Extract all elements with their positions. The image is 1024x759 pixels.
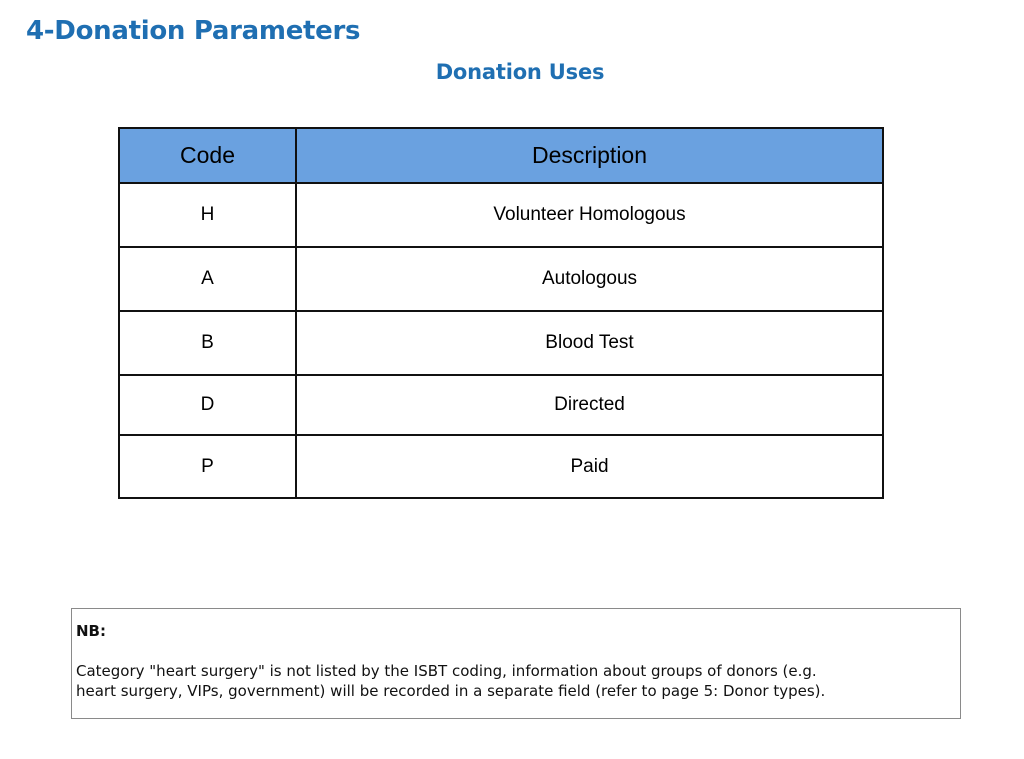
- header-code: Code: [119, 128, 296, 183]
- table-row: [119, 311, 883, 375]
- cell-code: B: [119, 311, 296, 375]
- cell-description: Blood Test: [296, 311, 883, 375]
- cell-description: Volunteer Homologous: [296, 183, 883, 247]
- note-text-line-1: Category "heart surgery" is not listed by the ISBT coding, information about groups of donors (e.g.: [76, 662, 817, 680]
- cell-code: P: [119, 435, 296, 498]
- cell-code: D: [119, 375, 296, 435]
- table-row: [119, 435, 883, 498]
- table-title: Donation Uses: [435, 60, 605, 84]
- note-text-line-2: heart surgery, VIPs, government) will be recorded in a separate field (refer to page 5: Donor types).: [76, 682, 826, 700]
- donation-uses-table: [118, 127, 884, 499]
- cell-code: A: [119, 247, 296, 311]
- cell-description: Directed: [296, 375, 883, 435]
- table-row: [119, 247, 883, 311]
- note-label: NB:: [76, 622, 106, 640]
- cell-description: Autologous: [296, 247, 883, 311]
- note-box: [71, 608, 961, 719]
- cell-code: H: [119, 183, 296, 247]
- page-title: 4-Donation Parameters: [26, 16, 361, 46]
- cell-description: Paid: [296, 435, 883, 498]
- header-description: Description: [296, 128, 883, 183]
- table-header-row: [119, 128, 883, 183]
- table-row: [119, 375, 883, 435]
- table-row: [119, 183, 883, 247]
